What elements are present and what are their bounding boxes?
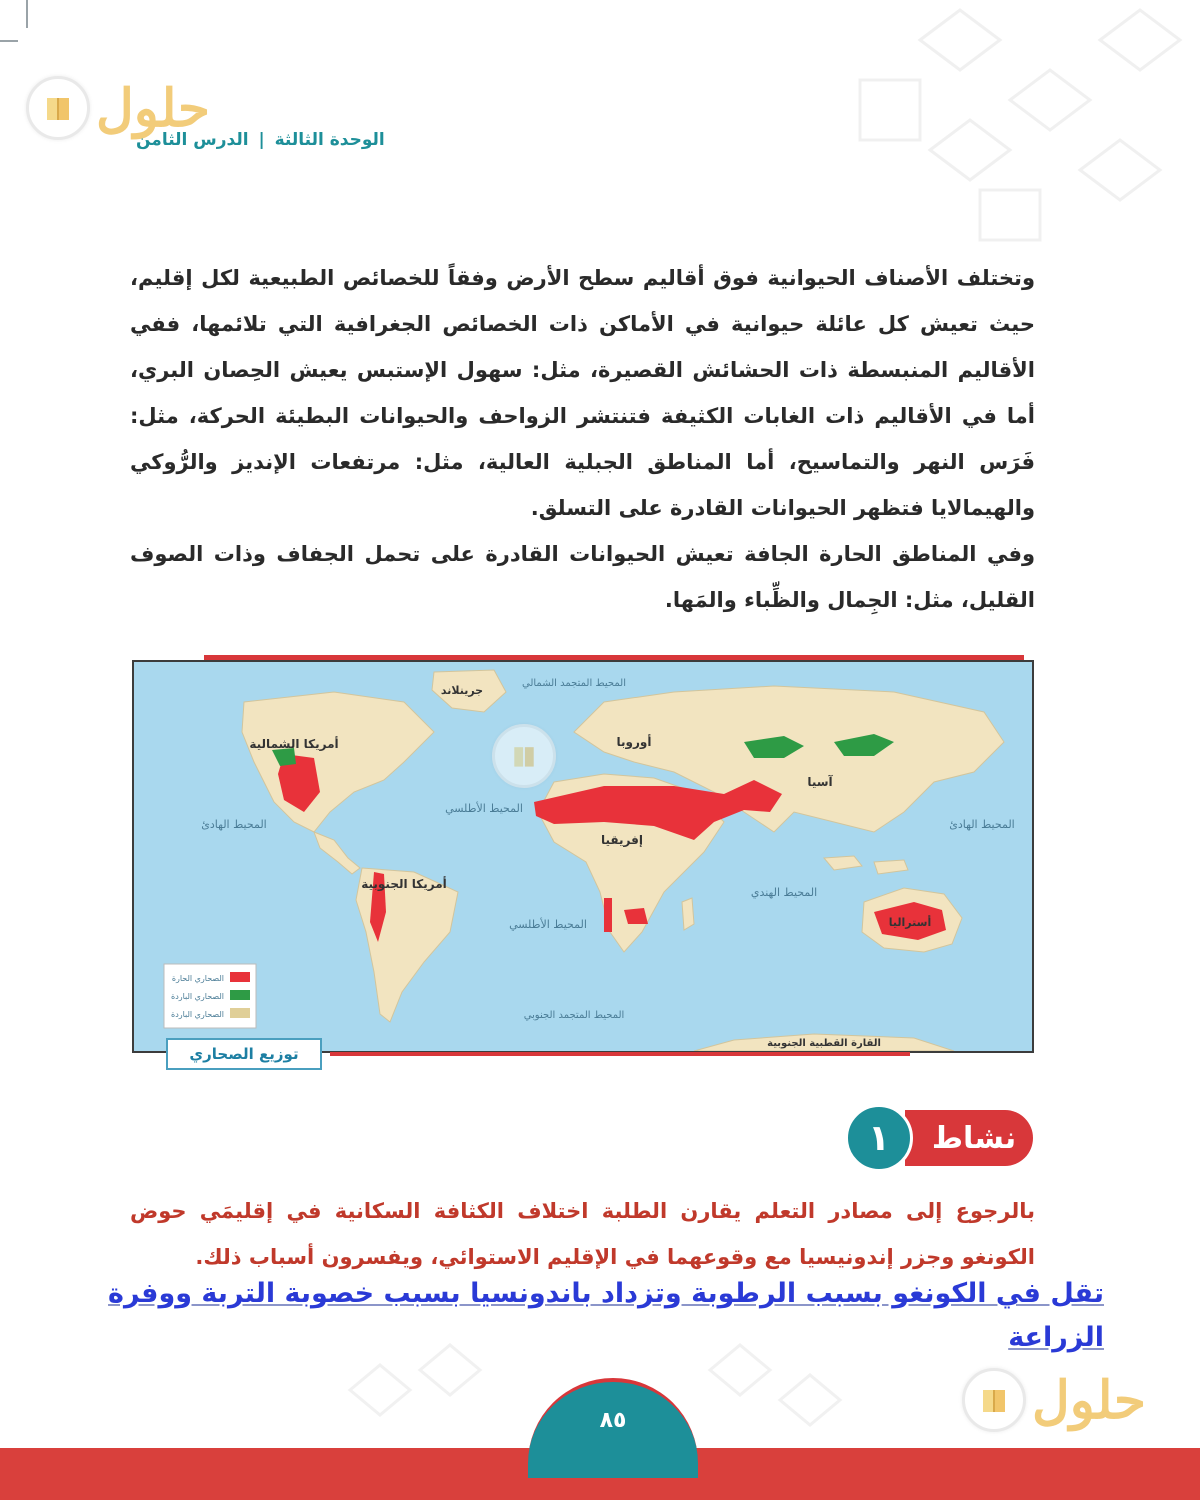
- legend-label-cold: الصحاري الباردة: [171, 992, 224, 1001]
- activity-badge: [845, 1104, 1033, 1172]
- desert-distribution-map: [132, 660, 1034, 1053]
- brand-logo-text: حلول: [96, 77, 211, 139]
- label-southern-ocean: المحيط المتجمد الجنوبي: [523, 1010, 625, 1021]
- body-paragraph-2: وفي المناطق الحارة الجافة تعيش الحيوانات القادرة على تحمل الجفاف وذات الصوف القليل، مثل: الجِمال والظِّباء والمَها.: [130, 542, 1035, 612]
- map-legend: [164, 964, 256, 1028]
- label-asia: آسيا: [807, 775, 833, 789]
- brand-logo-bottom: [962, 1368, 1146, 1432]
- legend-swatch-coastal: [230, 1008, 250, 1018]
- label-greenland: جرينلاند: [440, 684, 484, 697]
- book-watermark-icon: [492, 724, 556, 788]
- label-arctic-ocean: المحيط المتجمد الشمالي: [522, 678, 626, 689]
- unit-lesson-header: [136, 130, 385, 150]
- unit-label: الوحدة الثالثة: [274, 130, 385, 150]
- label-australia: أستراليا: [888, 916, 932, 929]
- header-separator: |: [258, 130, 265, 150]
- legend-label-hot: الصحاري الحارة: [171, 974, 224, 983]
- legend-label-coastal: الصحاري الباردة: [171, 1010, 224, 1019]
- brand-logo-bottom-text: حلول: [1032, 1369, 1147, 1431]
- activity-number: ١: [845, 1104, 913, 1172]
- label-atlantic-ocean-south: المحيط الأطلسي: [509, 918, 587, 931]
- label-pacific-ocean-west: المحيط الهادئ: [201, 818, 267, 831]
- brand-logo-watermark: [492, 724, 556, 788]
- book-bottom-icon: [962, 1368, 1026, 1432]
- activity-title: نشاط: [905, 1110, 1033, 1166]
- lesson-body: [130, 255, 1035, 623]
- map-bottom-accent: [330, 1052, 910, 1056]
- label-europe: أوروبا: [616, 735, 652, 749]
- label-indian-ocean: المحيط الهندي: [750, 886, 818, 899]
- label-antarctica: القارة القطبية الجنوبية: [767, 1038, 881, 1049]
- crop-mark-vertical: [26, 0, 28, 28]
- book-icon: [26, 76, 90, 140]
- legend-swatch-hot: [230, 972, 250, 982]
- background-pattern: [680, 0, 1200, 260]
- crop-mark-horizontal: [0, 40, 18, 42]
- map-caption: توزيع الصحاري: [166, 1038, 322, 1070]
- label-atlantic-ocean-north: المحيط الأطلسي: [445, 802, 523, 815]
- body-paragraph-1: وتختلف الأصناف الحيوانية فوق أقاليم سطح الأرض وفقاً للخصائص الطبيعية لكل إقليم، حيث تعيش كل عائلة حيوانية في الأماكن ذات الخصائص الجغرافية التي تلائمها، ففي الأقاليم المنبسطة ذات الحشائش القصيرة، مثل: سهول الإستبس يعيش الحِصان البري، أما في الأقاليم ذات الغابات الكثيفة فتنتشر الزواحف والحيوانات البطيئة الحركة، مثل: فَرَس النهر والتماسيح، أما المناطق الجبلية العالية، مثل: مرتفعات الإنديز والرُّوكي والهيمالايا فتظهر الحيوانات القادرة على التسلق.: [130, 266, 1035, 520]
- label-south-america: أمريكا الجنوبية: [361, 877, 447, 891]
- activity-instruction: بالرجوع إلى مصادر التعلم يقارن الطلبة اختلاف الكثافة السكانية في إقليمَي حوض الكونغو وجزر إندونيسيا مع وقوعهما في الإقليم الاستوائي، ويفسرون أسباب ذلك.: [130, 1199, 1035, 1269]
- activity-answer: تقل في الكونغو بسبب الرطوبة وتزداد باندونسيا بسبب خصوبة التربة ووفرة الزراعة: [108, 1278, 1104, 1353]
- lesson-label: الدرس الثامن: [136, 130, 249, 150]
- label-africa: إفريقيا: [601, 833, 643, 847]
- label-pacific-ocean-east: المحيط الهادئ: [949, 818, 1015, 831]
- page-number: ٨٥: [528, 1378, 698, 1478]
- label-north-america: أمريكا الشمالية: [249, 737, 339, 751]
- legend-swatch-cold: [230, 990, 250, 1000]
